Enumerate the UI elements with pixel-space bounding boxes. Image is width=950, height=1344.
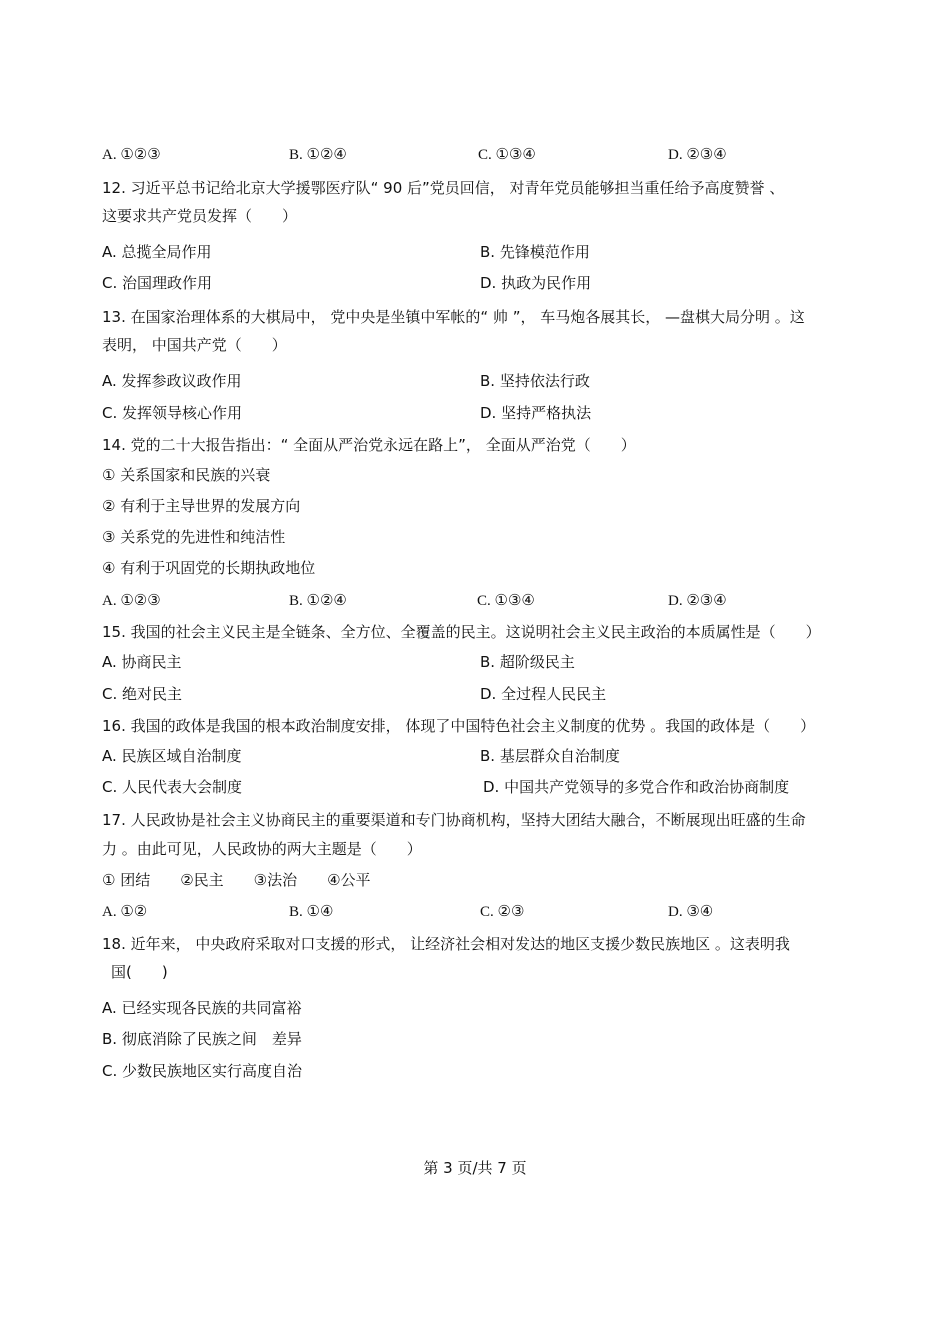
q12-option-c: C. 治国理政作用	[102, 274, 213, 292]
q12-option-d: D. 执政为民作用	[480, 274, 592, 292]
q17-option-a: A. ①②	[102, 904, 148, 920]
q12-stem-line1: 12. 习近平总书记给北京大学援鄂医疗队“ 90 后”党员回信， 对青年党员能够担当重任给予高度赞誉 、	[102, 179, 785, 197]
page-number: 第 3 页/共 7 页	[423, 1159, 527, 1177]
q14-statement-3: ③ 关系党的先进性和纯洁性	[102, 528, 286, 546]
q16-option-a: A. 民族区域自治制度	[102, 747, 242, 765]
q17-option-c: C. ②③	[480, 904, 525, 920]
q14-option-c: C. ①③④	[477, 593, 535, 609]
q14-option-a: A. ①②③	[102, 593, 161, 609]
q11-option-b: B. ①②④	[289, 147, 347, 163]
q14-statement-4: ④ 有利于巩固党的长期执政地位	[102, 559, 316, 577]
q16-option-c: C. 人民代表大会制度	[102, 778, 243, 796]
q12-stem-line2: 这要求共产党员发挥（ ）	[102, 207, 298, 225]
q15-option-d: D. 全过程人民民主	[480, 685, 607, 703]
q15-option-a: A. 协商民主	[102, 653, 182, 671]
q14-option-b: B. ①②④	[289, 593, 347, 609]
q12-option-b: B. 先锋模范作用	[480, 243, 590, 261]
q17-stem-line1: 17. 人民政协是社会主义协商民主的重要渠道和专门协商机构，坚持大团结大融合，不断展现出旺盛的生命	[102, 811, 806, 829]
q11-option-a: A. ①②③	[102, 147, 161, 163]
q17-option-b: B. ①④	[289, 904, 334, 920]
q13-stem-line2: 表明， 中国共产党（ ）	[102, 336, 287, 354]
q12-option-a: A. 总揽全局作用	[102, 243, 212, 261]
q18-stem-line1: 18. 近年来， 中央政府采取对口支援的形式， 让经济社会相对发达的地区支援少数民族地区 。这表明我	[102, 935, 790, 953]
q13-option-d: D. 坚持严格执法	[480, 404, 592, 422]
q17-option-d: D. ③④	[668, 904, 714, 920]
q18-option-a: A. 已经实现各民族的共同富裕	[102, 999, 302, 1017]
q17-statements: ① 团结 ②民主 ③法治 ④公平	[102, 871, 371, 889]
q17-stem-line2: 力 。由此可见，人民政协的两大主题是（ ）	[102, 840, 422, 858]
q13-option-a: A. 发挥参政议政作用	[102, 372, 242, 390]
q16-stem-line1: 16. 我国的政体是我国的根本政治制度安排， 体现了中国特色社会主义制度的优势 。我国的政体是（ ）	[102, 717, 816, 735]
q13-stem-line1: 13. 在国家治理体系的大棋局中， 党中央是坐镇中军帐的“ 帅 ”， 车马炮各展其长， —盘棋大局分明 。这	[102, 308, 805, 326]
q14-option-d: D. ②③④	[668, 593, 727, 609]
q13-option-b: B. 坚持依法行政	[480, 372, 590, 390]
q13-option-c: C. 发挥领导核心作用	[102, 404, 243, 422]
q18-stem-line2: 国( )	[111, 963, 168, 981]
q15-option-b: B. 超阶级民主	[480, 653, 575, 671]
q14-stem-line1: 14. 党的二十大报告指出：“ 全面从严治党永远在路上”， 全面从严治党（ ）	[102, 436, 636, 454]
q18-option-b: B. 彻底消除了民族之间 差异	[102, 1030, 302, 1048]
q16-option-b: B. 基层群众自治制度	[480, 747, 620, 765]
q14-statement-1: ① 关系国家和民族的兴衰	[102, 466, 271, 484]
q11-option-d: D. ②③④	[668, 147, 727, 163]
q15-option-c: C. 绝对民主	[102, 685, 183, 703]
q15-stem-line1: 15. 我国的社会主义民主是全链条、全方位、全覆盖的民主。这说明社会主义民主政治的本质属性是（ ）	[102, 623, 821, 641]
q16-option-d: D. 中国共产党领导的多党合作和政治协商制度	[483, 778, 790, 796]
q18-option-c: C. 少数民族地区实行高度自治	[102, 1062, 303, 1080]
q11-option-c: C. ①③④	[478, 147, 536, 163]
q14-statement-2: ② 有利于主导世界的发展方向	[102, 497, 301, 515]
